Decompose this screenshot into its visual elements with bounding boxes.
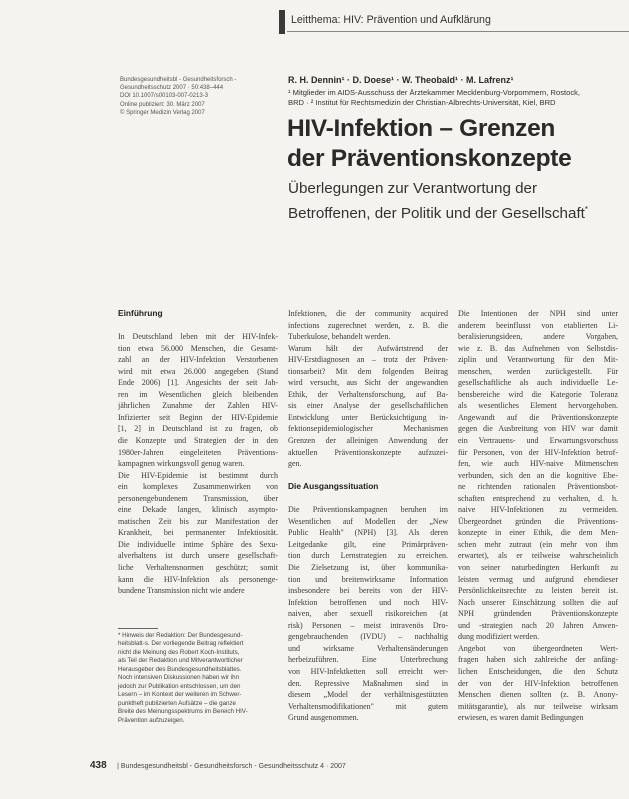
body-text-line: menschen, werden zurückgestellt. Für <box>458 366 618 376</box>
body-text-line: [1, 2] in Deutschland ist zu fragen, ob <box>118 424 278 434</box>
body-text-line: Die Zielsetzung ist, über kommunika- <box>288 563 448 573</box>
footnote-rule <box>118 628 158 629</box>
text-column-2 <box>288 308 448 724</box>
body-text-line: ziplin und Verantwortung für den Mit- <box>458 355 618 365</box>
paragraph-gap <box>288 493 448 505</box>
body-text-line: ne richtenden rationalen Präventionsbot- <box>458 482 618 492</box>
body-text-line: jährlichen Zunahme der Zahlen HIV- <box>118 401 278 411</box>
body-text-line: Leitgedanke gilt, eine Primärpräven- <box>288 539 448 549</box>
body-text-line: Die Intentionen der NPH sind unter <box>458 309 618 318</box>
body-text-line: alverhaltens ist durch unsere gesellschaft- <box>118 551 278 561</box>
body-text-line: gengebrauchenden (IVDU) – nachhaltig <box>288 632 448 642</box>
text-column-1 <box>118 308 278 597</box>
body-text-line: naive HIV-Infektionen zu vermeiden. <box>458 505 618 515</box>
paragraph-gap <box>288 470 448 482</box>
section-heading: Einführung <box>118 308 163 318</box>
body-text-line: Angewandt auf die Präventionskonzepte <box>458 412 618 422</box>
footnote <box>118 632 273 725</box>
header-stripe <box>279 10 285 34</box>
meta-line: Bundesgesundheitsbl - Gesundheitsforsch - <box>120 77 237 83</box>
body-text-line: personengebundenem Transmission, über <box>118 493 278 503</box>
body-text-line: kampagnen wirkungsvoll genug waren. <box>118 459 245 469</box>
body-text-line: Die individuelle intime Sphäre des Sexu- <box>118 539 278 549</box>
body-text-line: Infizierter seit Beginn der HIV-Epidemie <box>118 412 278 422</box>
body-text-line: Die HIV-Epidemie ist bestimmt durch <box>118 470 278 480</box>
affiliation-line: BRD · ² Institut für Rechtsmedizin der Christian-Albrechts-Universität, Kiel, BRD <box>288 98 556 107</box>
body-text-line: Persönlichkeitsrechte zu leisten bereit ist. <box>458 586 618 596</box>
journal-name: | Bundesgesundheitsbl - Gesundheitsforsch - Gesundheitsschutz 4 · 2007 <box>117 763 346 770</box>
body-text-line: tionsarbeit? Mit dem folgenden Beitrag <box>288 366 448 376</box>
body-text-line: tion durch Lernstrategien zu erreichen. <box>288 551 448 561</box>
body-text-line: Ethik, der Verhaltensforschung, auf Ba- <box>288 389 448 399</box>
body-text-line: konzepte in einer Ethik, die dem Men- <box>458 528 618 538</box>
author-list: R. H. Dennin¹ · D. Doese¹ · W. Theobald¹ · M. Lafrenz¹ <box>288 75 514 85</box>
body-text-line: und wirksame Verhaltensänderungen <box>288 643 448 653</box>
meta-line: © Springer Medizin Verlag 2007 <box>120 109 205 116</box>
body-text-line: der von der HIV-Infektion betroffenen <box>458 678 618 688</box>
body-text-line: liche Verhaltensnormen geschützt; somit <box>118 563 278 573</box>
body-text-line: fen, wie auch HIV-naive Mitmenschen <box>458 459 618 469</box>
body-text-line: 1980er-Jahren eingeleiteten Präventions- <box>118 447 278 457</box>
body-text-line: als wesentliches Element hervorgehoben. <box>458 401 618 411</box>
body-text-line: gesellschaftliche als auch individuelle Le- <box>458 378 618 388</box>
subtitle-line <box>288 199 628 224</box>
affiliations <box>288 88 623 108</box>
body-text-line: Infektionen, die der community acquired <box>288 309 448 318</box>
body-text-line: mitätsgarantie), als nur teilweise wirksam <box>458 701 618 711</box>
section-label: Leitthema: HIV: Prävention und Aufklärung <box>291 14 491 26</box>
body-text-line: Die Präventionskampagnen beruhen im <box>288 505 448 515</box>
body-text-line: ein komplexes Zusammenwirken von <box>118 482 278 492</box>
section-header-bar <box>279 10 629 34</box>
body-text-line: insbesondere bei bereits von der HIV- <box>288 586 448 596</box>
title-line: der Präventionskonzepte <box>287 145 572 172</box>
body-text-line: infections zugerechnet werden, z. B. die <box>288 320 448 330</box>
body-text-line: von seiner naturbedingten Herkunft zu <box>458 563 618 573</box>
body-text-line: dung modifiziert werden. <box>458 632 540 642</box>
page-footer <box>90 755 346 773</box>
body-text-line: für Personen, von der HIV-Infektion betrof- <box>458 447 618 457</box>
footnote-line: jedoch zur Publikation entschlossen, um den <box>118 682 241 690</box>
body-text-line: Nach unserer Einschätzung sollten die auf <box>458 597 618 607</box>
article-title <box>287 114 627 174</box>
text-column-3 <box>458 308 618 724</box>
body-text-line: eine Dekade langen, klinisch asympto- <box>118 505 278 515</box>
body-text-line: Entwicklung unter Berücksichtigung in- <box>288 412 448 422</box>
body-text-line: Grund ausgenommen. <box>288 713 359 723</box>
subtitle-text: Betroffenen, der Politik und der Gesellschaft <box>288 205 585 223</box>
body-text-line: lichen Entscheidungen, die den Schutz <box>458 666 618 676</box>
body-text-line: wird mit etwa 26.000 angegeben (Stand <box>118 366 278 376</box>
body-text-line: wie z. B. das Aufnehmen von Selbstdis- <box>458 343 618 353</box>
body-text-line: und -strategien nach 20 Jahren Anwen- <box>458 620 618 630</box>
footnote-line: Noch intensiven Diskussionen haben wir ihn <box>118 674 240 682</box>
body-text-line: diesem „Model der verhältnisgestützten <box>288 690 448 700</box>
body-text-line: die Konzepte und Strategien der in den <box>118 436 278 446</box>
body-text-line: von HIV-Infektketten soll erreicht wer- <box>288 666 448 676</box>
title-line: HIV-Infektion – Grenzen <box>287 115 556 142</box>
article-subtitle <box>288 178 628 224</box>
section-heading: Die Ausgangssituation <box>288 481 379 492</box>
footnote-line: * Hinweis der Redaktion: Der Bundesgesund- <box>118 632 243 639</box>
body-text-line: Krankheit, bei permanenter Infektiosität. <box>118 528 278 538</box>
footnote-line: heitsblatt-s. Der vorliegende Beitrag reflektiert <box>118 640 244 648</box>
body-text-line: fragen haben sich zahlreiche der anfäng- <box>458 655 618 665</box>
affiliation-line: ¹ Mitglieder im AIDS-Ausschuss der Ärztekammer Mecklenburg-Vorpommern, Rostock, <box>288 88 581 97</box>
body-text-line: herbeizuführen. Eine Unterbrechung <box>288 655 448 665</box>
footnote-line: Prävention aufzuzeigen. <box>118 716 185 724</box>
meta-line: Online publiziert: 30. März 2007 <box>120 101 205 108</box>
body-text-line: aktuellen Präventionskonzepte aufzuzei- <box>288 447 448 457</box>
body-text-line: anderem beeinflusst von etablierten Li- <box>458 320 618 330</box>
body-text-line: tion etwa 56.000 Menschen, die Gesamt- <box>118 343 278 353</box>
footnote-line: Breite des Meinungsspektrums im Bereich HIV- <box>118 708 248 716</box>
body-text-line: beralisierungsideen, andere Vorgaben, <box>458 332 618 342</box>
body-text-line: Public Health" (NPH) [3]. Als deren <box>288 528 448 538</box>
citation-meta <box>120 76 270 117</box>
footnote-line: Herausgeber des Bundesgesundheitsblattes. <box>118 665 242 673</box>
footnote-line: Lesern – im Kontext der weiteren im Schwer- <box>118 691 242 699</box>
body-text-line: gen. <box>288 459 302 469</box>
body-text-line: tion und breitenwirksame Information <box>288 574 448 584</box>
body-text-line: verbunden, sich den an die kognitive Ebe- <box>458 470 618 480</box>
body-text-line: schen mehr zutraut (ein mehr von ihm <box>458 539 618 549</box>
meta-line: DOI 10.1007/s00103-007-0213-3 <box>120 93 209 100</box>
body-text-line: wird versucht, aus Sicht der angewandten <box>288 378 448 388</box>
body-text-line: NPH gründenden Präventionskonzepte <box>458 609 618 619</box>
body-text-line: Ende 2006) [1]. Angesichts der seit Jah- <box>118 378 278 388</box>
body-text-line: risk) Personen – meist intravenös Dro- <box>288 620 448 630</box>
body-text-line: Verhaltensmodifikationen" mit gutem <box>288 701 448 711</box>
body-text-line: In Deutschland leben mit der HIV-Infek- <box>118 332 278 342</box>
body-text-line: Übergeordnet gründen die Präventions- <box>458 516 618 526</box>
body-text-line: zahl an der HIV-Infektion Verstorbenen <box>118 355 278 365</box>
body-text-line: Tuberkulose, behandelt werden. <box>288 332 391 342</box>
body-text-line: sis einer Analyse der gesellschaftlichen <box>288 401 448 411</box>
footnote-line: punktheft publizierten Aufsätze – die ganze <box>118 699 236 707</box>
body-text-line: bundene Transmission nicht wie andere <box>118 586 245 596</box>
body-text-line: Angebot von übergeordneten Wert- <box>458 643 618 653</box>
body-text-line: matischen Zeit bis zur Manifestation der <box>118 516 278 526</box>
body-text-line: erwiesen, es waren damit Bedingungen <box>458 713 584 723</box>
body-text-line: ein Vertrauens- und Erwartungsvorschuss <box>458 436 618 446</box>
body-text-line: HIV-Erstdiagnosen an – trotz der Präven- <box>288 355 448 365</box>
footnote-marker: * <box>584 205 589 214</box>
header-rule <box>287 31 629 32</box>
body-text-line: Grenzen der alleinigen Anwendung der <box>288 436 448 446</box>
body-text-line: ren im Wesentlichen gleich bleibenden <box>118 389 278 399</box>
body-text-line: erwartet), als er teilweise wahrscheinlich <box>458 551 618 561</box>
footnote-line: als Teil der Redaktion und Mitverantwortlicher <box>118 657 243 665</box>
body-text-line: schaften entsprechend zu verhalten, d. h. <box>458 493 618 503</box>
body-text-line: bensbereiche wird die Kategorie Toleranz <box>458 389 618 399</box>
body-text-line: Wesentlichen auf Modellen der „New <box>288 516 448 526</box>
body-text-line: Menschen dienen sollten (z. B. Anony- <box>458 690 618 700</box>
paragraph-gap <box>118 320 278 332</box>
footnote-line: nicht die Meinung des Robert Koch-Instituts, <box>118 648 240 656</box>
body-text-line: Infektion betroffenen und noch HIV- <box>288 597 448 607</box>
body-text-line: leisten vermag und aufgrund ebendieser <box>458 574 618 584</box>
body-text-line: naiven, aber sexuell risikoreichen (at <box>288 609 448 619</box>
subtitle-line: Überlegungen zur Verantwortung der <box>288 180 538 197</box>
body-text-line: kann die HIV-Infektion als personenge- <box>118 574 278 584</box>
body-text-line: den. Repressive Maßnahmen sind in <box>288 678 448 688</box>
meta-line: Gesundheitsschutz 2007 · 50:438–444 <box>120 85 224 92</box>
body-text-line: gegen die Ausbreitung von HIV war damit <box>458 424 618 434</box>
page-number: 438 <box>90 760 107 771</box>
body-text-line: Warum hält der Aufwärtstrend der <box>288 343 448 353</box>
body-text-line: fektionsepidemiologischer Mechanismen <box>288 424 448 434</box>
